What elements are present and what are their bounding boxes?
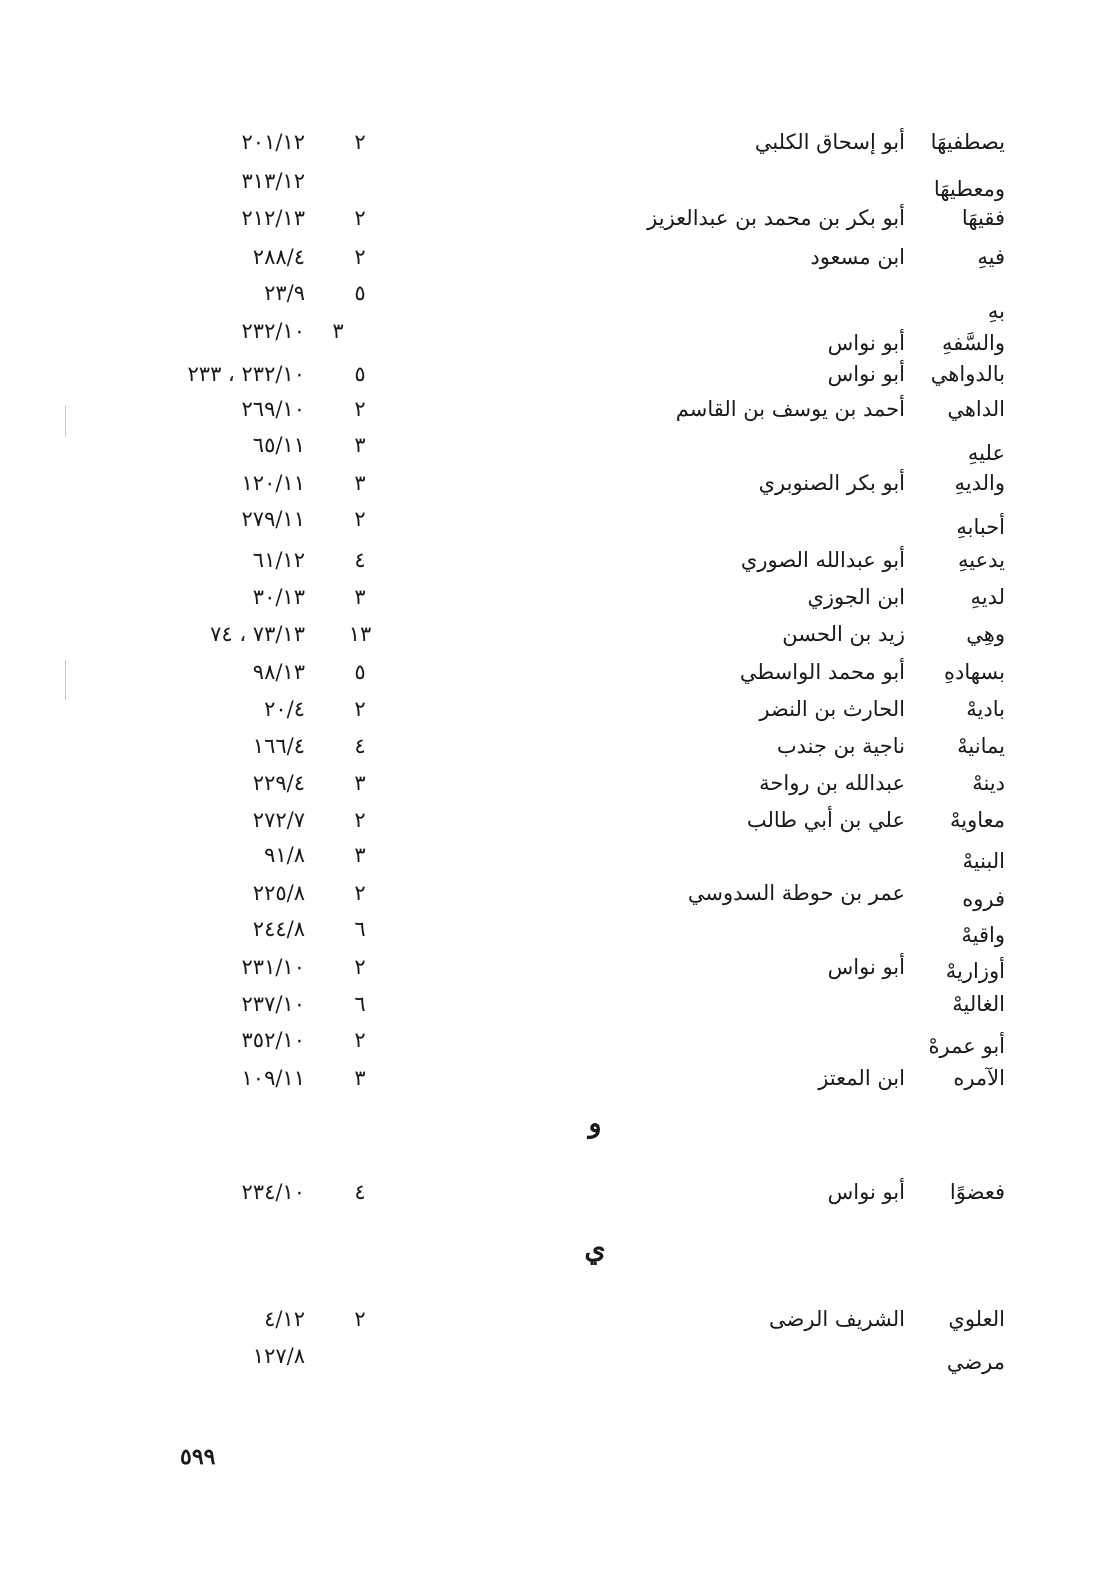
rhyme-word: بسهادهِ (943, 660, 1005, 684)
rhyme-word: فقيهَا (961, 206, 1005, 230)
rhyme-word: بهِ (987, 299, 1005, 323)
volume-page-ref: ١٢٧/٨ (252, 1344, 305, 1368)
index-entry (0, 876, 1120, 910)
poet-name: أبو نواس (827, 331, 905, 355)
verse-count: ٢ (354, 206, 366, 230)
verse-count: ٣ (354, 1066, 366, 1090)
index-entry (0, 729, 1120, 763)
index-entry (0, 352, 1120, 386)
verse-count: ٤ (354, 734, 366, 758)
rhyme-word: العلوي (948, 1307, 1005, 1331)
rhyme-word: الغاليهْ (952, 992, 1005, 1016)
poet-name: زيد بن الحسن (782, 622, 905, 646)
index-entry (0, 125, 1120, 159)
rhyme-word: معاويهْ (949, 808, 1005, 832)
index-entry (0, 201, 1120, 235)
volume-page-ref: ٢٣١/١٠ (241, 955, 305, 979)
poet-name: أبو نواس (827, 955, 905, 979)
index-entry (0, 838, 1120, 872)
volume-page-ref: ٣٠/١٣ (252, 585, 305, 609)
volume-page-ref: ٤/١٢ (264, 1307, 305, 1331)
rhyme-word: وهِي (966, 622, 1005, 646)
poet-name: علي بن أبي طالب (746, 808, 905, 832)
volume-page-ref: ٢٠/٤ (264, 697, 305, 721)
verse-count: ٢ (354, 808, 366, 832)
volume-page-ref: ٢٨٨/٤ (252, 245, 305, 269)
rhyme-word: يمانيهْ (957, 734, 1005, 758)
verse-count: ٣ (354, 771, 366, 795)
verse-count: ٥ (354, 362, 366, 386)
volume-page-ref: ١٦٦/٤ (252, 734, 305, 758)
poet-name: أبو بكر الصنوبري (758, 471, 905, 495)
rhyme-word: مرضي (946, 1350, 1005, 1374)
index-entry (0, 428, 1120, 465)
verse-count: ٢ (354, 697, 366, 721)
index-entry (0, 580, 1120, 614)
volume-page-ref: ٣١٣/١٢ (241, 169, 305, 193)
volume-page-ref: ٢٦٩/١٠ (241, 397, 305, 421)
rhyme-word: ومعطيهَا (933, 177, 1005, 201)
volume-page-ref: ٢٣٧/١٠ (241, 992, 305, 1016)
poet-name: عبدالله بن رواحة (759, 771, 905, 795)
rhyme-word: الآمره (953, 1066, 1005, 1090)
index-entry (0, 543, 1120, 577)
verse-count: ١٣ (348, 622, 372, 646)
verse-count: ٣ (354, 585, 366, 609)
verse-count: ٥ (354, 281, 366, 305)
verse-count: ٢ (354, 955, 366, 979)
page-number: ٥٩٩ (180, 1444, 216, 1470)
poet-name: عمر بن حوطة السدوسي (687, 881, 905, 905)
verse-count: ٣ (354, 843, 366, 867)
index-entry (0, 987, 1120, 1021)
poet-name: أبو نواس (827, 1180, 905, 1204)
volume-page-ref: ٦١/١٢ (252, 548, 305, 572)
section-heading-ya: ي (584, 1234, 606, 1265)
rhyme-word: فعضوًا (949, 1180, 1005, 1204)
poet-name: ابن مسعود (810, 245, 905, 269)
index-entry (0, 466, 1120, 500)
poet-name: الشريف الرضى (769, 1307, 905, 1331)
volume-page-ref: ٢٣٢/١٠ (241, 319, 305, 343)
verse-count: ٢ (354, 130, 366, 154)
verse-count: ٢ (354, 1028, 366, 1052)
index-entry (0, 1339, 1120, 1373)
rhyme-word: أحبابهِ (956, 515, 1005, 539)
volume-page-ref: ١٠٩/١١ (241, 1066, 305, 1090)
volume-page-ref: ٢٢٩/٤ (252, 771, 305, 795)
volume-page-ref: ٢٢٥/٨ (252, 881, 305, 905)
index-entry (0, 164, 1120, 201)
rhyme-word: فيهِ (977, 245, 1005, 269)
poet-name: أبو نواس (827, 362, 905, 386)
volume-page-ref: ٢٣٤/١٠ (241, 1180, 305, 1204)
verse-count: ٦ (354, 917, 366, 941)
poet-name: الحارث بن النضر (759, 697, 905, 721)
volume-page-ref: ٢٧٢/٧ (252, 808, 305, 832)
poet-name: أبو بكر بن محمد بن عبدالعزيز (647, 206, 905, 230)
poet-name: ناجية بن جندب (776, 734, 905, 758)
rhyme-word: البنيهْ (962, 849, 1005, 873)
rhyme-word: يصطفيهَا (930, 130, 1005, 154)
verse-count: ٣ (354, 471, 366, 495)
rhyme-word: باديهْ (966, 697, 1005, 721)
verse-count: ٤ (354, 1180, 366, 1204)
verse-count: ٣ (354, 433, 366, 457)
index-entry (0, 392, 1120, 426)
poet-name: ابن المعتز (818, 1066, 905, 1090)
volume-page-ref: ٩٨/١٣ (252, 660, 305, 684)
index-entry (0, 692, 1120, 726)
volume-page-ref: ١٢٠/١١ (241, 471, 305, 495)
rhyme-word: عليهِ (967, 441, 1005, 465)
rhyme-word: والسَّفهِ (942, 331, 1005, 355)
index-entry (0, 276, 1120, 323)
index-entry (0, 502, 1120, 539)
verse-count: ٥ (354, 660, 366, 684)
index-entry (0, 1302, 1120, 1336)
volume-page-ref: ٦٥/١١ (252, 433, 305, 457)
poet-name: أبو إسحاق الكلبي (754, 130, 905, 154)
verse-count: ٢ (354, 1307, 366, 1331)
index-entry (0, 912, 1120, 946)
volume-page-ref: ٢٠١/١٢ (241, 130, 305, 154)
verse-count: ٢ (354, 397, 366, 421)
volume-page-ref: ٢٤٤/٨ (252, 917, 305, 941)
index-entry (0, 617, 1120, 651)
verse-count: ٣ (332, 319, 344, 343)
rhyme-word: أبو عمرهْ (928, 1034, 1005, 1058)
index-entry (0, 766, 1120, 800)
rhyme-word: الداهي (947, 397, 1005, 421)
poet-name: أبو عبدالله الصوري (740, 548, 905, 572)
verse-count: ٤ (354, 548, 366, 572)
rhyme-word: والديهِ (954, 471, 1005, 495)
volume-page-ref: ٢٧٩/١١ (241, 507, 305, 531)
rhyme-word: لديهِ (970, 585, 1005, 609)
rhyme-word: يدعيهِ (958, 548, 1005, 572)
rhyme-word: أوزاريهْ (945, 959, 1005, 983)
index-entry (0, 240, 1120, 274)
section-heading-waw: و (588, 1108, 602, 1139)
volume-page-ref: ٩١/٨ (264, 843, 305, 867)
poet-name: أبو محمد الواسطي (739, 660, 905, 684)
index-entry (0, 655, 1120, 689)
index-entry (0, 1061, 1120, 1095)
index-entry (0, 1023, 1120, 1057)
poet-name: ابن الجوزي (807, 585, 905, 609)
verse-count: ٦ (354, 992, 366, 1016)
volume-page-ref: ٢٣٢/١٠ ، ٢٣٣ (187, 362, 305, 386)
volume-page-ref: ٢١٢/١٣ (241, 206, 305, 230)
verse-count: ٢ (354, 245, 366, 269)
index-entry (0, 1175, 1120, 1209)
index-entry (0, 314, 1120, 355)
index-entry (0, 803, 1120, 837)
verse-count: ٢ (354, 881, 366, 905)
volume-page-ref: ٣٥٢/١٠ (241, 1028, 305, 1052)
verse-count: ٢ (354, 507, 366, 531)
poet-name: أحمد بن يوسف بن القاسم (675, 397, 905, 421)
rhyme-word: فروه (962, 887, 1005, 911)
volume-page-ref: ٧٣/١٣ ، ٧٤ (210, 622, 305, 646)
rhyme-word: بالدواهي (930, 362, 1005, 386)
index-entry (0, 950, 1120, 984)
rhyme-word: واقيهْ (961, 923, 1005, 947)
volume-page-ref: ٢٣/٩ (264, 281, 305, 305)
rhyme-word: دينهْ (972, 771, 1005, 795)
